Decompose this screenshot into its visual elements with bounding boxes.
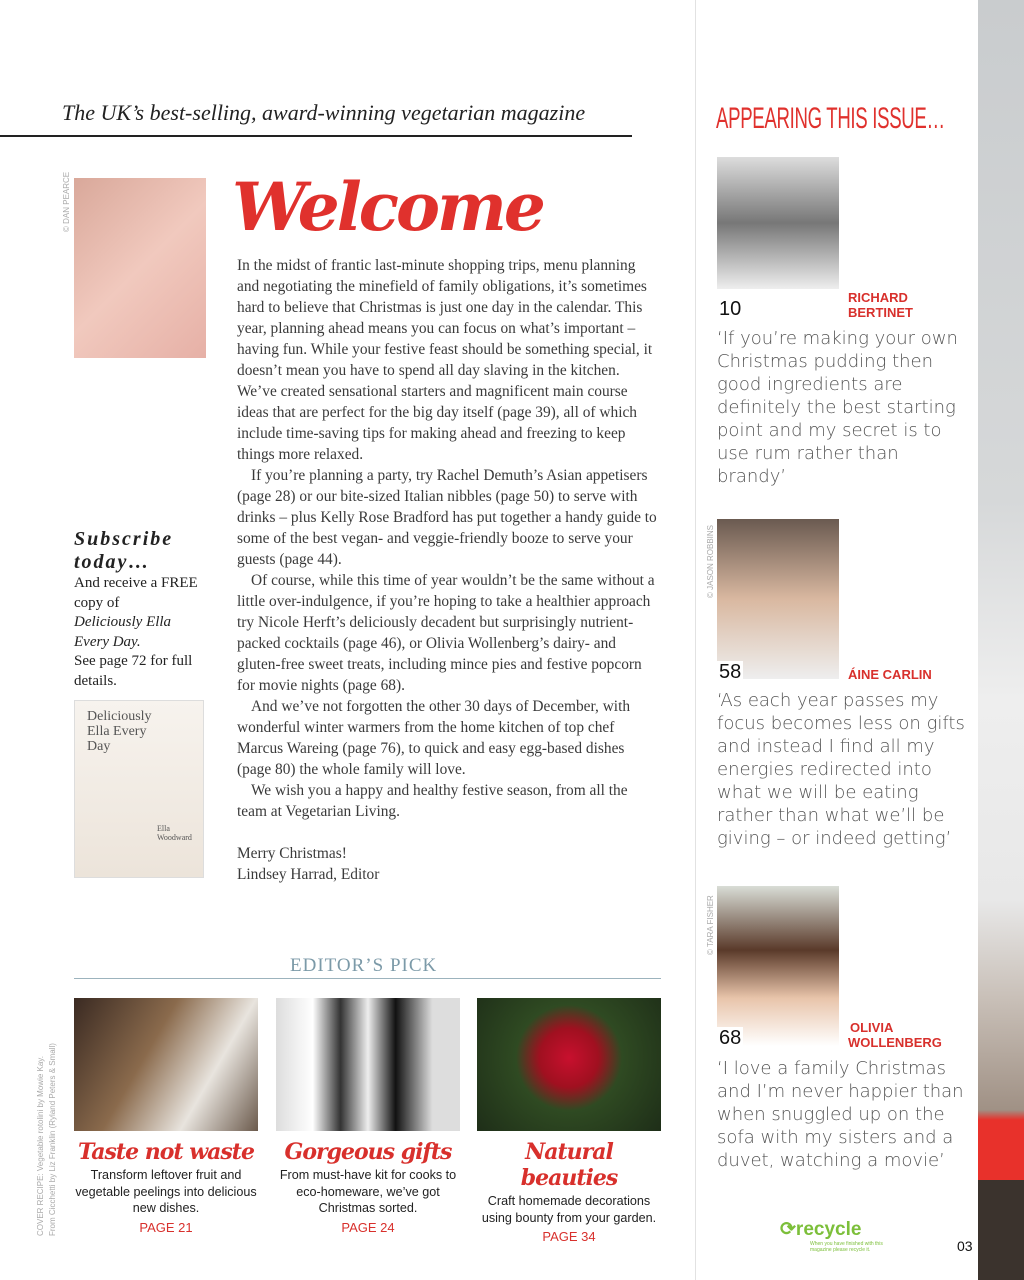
signoff: Merry Christmas!: [237, 845, 347, 862]
photo-credit: © TARA FISHER: [706, 895, 715, 955]
contributor-name: [850, 1020, 942, 1050]
pick-card[interactable]: [74, 998, 258, 1235]
subscribe-text: See page 72 for full details.: [74, 653, 193, 689]
name-line: BERTINET: [848, 305, 913, 320]
recycle-label: recycle: [795, 1219, 862, 1240]
page-number: 68: [719, 1027, 742, 1049]
contributor-name: ÁINE CARLIN: [848, 667, 932, 682]
paragraph: We wish you a happy and healthy festive season, from all the team at Vegetarian Living.: [237, 782, 628, 820]
subscribe-box: [74, 528, 209, 691]
paragraph: If you’re planning a party, try Rachel Demuth’s Asian appetisers (page 28) or our bite-sized Italian nibbles (page 50) to serve with drinks – plus Kelly Rose Bradford has put together a handy guide to some of the best vegan- and veggie-friendly booze to serve your guests (page 44).: [237, 467, 657, 568]
pick-title: Taste not waste: [78, 1139, 254, 1165]
contributor-quote: ‘If you’re making your own Christmas pudding then good ingredients are definitely the best starting point and my secret is to use rum rather than brandy’: [717, 328, 958, 487]
contributor-quote: ‘As each year passes my focus becomes less on gifts and instead I find all my energies redirected into what we will be eating rather than what we’ll be giving – or indeed getting’: [717, 690, 965, 849]
contributor-name: [848, 290, 913, 320]
cover-credit: COVER RECIPE: Vegetable rotolini by Mowie Kay.: [36, 1056, 45, 1236]
pick-text: From must-have kit for cooks to eco-homeware, we’ve got Christmas sorted.: [279, 1168, 457, 1215]
mugs-image: [276, 998, 460, 1131]
paragraph: In the midst of frantic last-minute shopping trips, menu planning and negotiating the minefield of family obligations, it’s sometimes hard to believe that Christmas is just one day in the calendar. This year, planning ahead means you can focus on what’s important – having fun. While your festive feast should be something special, it doesn’t mean you have to spend all day slaving in the kitchen. We’ve created sensational starters and magnificent main course ideas that are perfect for the big day itself (page 39), all of which include time-saving tips for making ahead and freezing to keep things more relaxed.: [237, 257, 653, 463]
page-link[interactable]: PAGE 21: [139, 1219, 193, 1235]
name-line: RICHARD: [848, 290, 908, 305]
book-cover-author: Ella Woodward: [157, 824, 192, 842]
background-photo-strip: [978, 0, 1024, 1280]
photo-credit: © DAN PEARCE: [62, 171, 71, 232]
pick-card[interactable]: [276, 998, 460, 1235]
name-line: WOLLENBERG: [848, 1035, 942, 1050]
paragraph: And we’ve not forgotten the other 30 days of December, with wonderful winter warmers from the home kitchen of top chef Marcus Wareing (page 76), to quick and easy egg-based dishes (page 80) the whole family will love.: [237, 698, 631, 778]
contributor-photo: [717, 886, 839, 1046]
paragraph: Of course, while this time of year wouldn’t be the same without a little over-indulgence, if you’re hoping to take a healthier approach try Nicole Herft’s deliciously decadent but surprisingly nutrient-packed cocktails (page 46), or Olivia Wollenberg’s dairy- and gluten-free sweet treats, including mince pies and festive popcorn for movie nights (page 68).: [237, 572, 655, 694]
pick-title: Natural beauties: [520, 1139, 618, 1191]
section-title: EDITOR’S PICK: [290, 955, 438, 976]
subscribe-title: Subscribe today…: [74, 528, 174, 573]
contributor-photo: [717, 157, 839, 289]
recycle-text: When you have finished with this magazine please recycle it.: [810, 1241, 883, 1253]
pick-card[interactable]: [477, 998, 661, 1244]
contributor-quote: ‘I love a family Christmas and I’m never happier than when snuggled up on the sofa with my sisters and a duvet, watching a movie’: [717, 1058, 964, 1171]
recycle-icon: ⟳: [780, 1219, 796, 1240]
subscribe-text: And receive a FREE copy of: [74, 575, 198, 611]
divider: [0, 135, 632, 137]
editorial-text: [237, 255, 661, 885]
signature: Lindsey Harrad, Editor: [237, 866, 380, 883]
pick-text: Craft homemade decorations using bounty from your garden.: [481, 1194, 657, 1225]
page-number: 58: [719, 661, 742, 683]
cover-credit: From Cicchetti by Liz Franklin (Ryland Peters & Small): [48, 1043, 57, 1236]
book-cover-title: Deliciously Ella Every Day: [87, 709, 152, 754]
pick-text: Transform leftover fruit and vegetable peelings into delicious new dishes.: [75, 1168, 257, 1215]
page-number: 10: [719, 298, 742, 320]
recycle-logo: [780, 1218, 900, 1253]
tagline: The UK’s best-selling, award-winning vegetarian magazine: [62, 100, 586, 125]
page-link[interactable]: PAGE 34: [542, 1229, 596, 1244]
book-title: Deliciously Ella Every Day.: [74, 614, 172, 650]
cake-image: [74, 998, 258, 1131]
book-cover: [74, 700, 204, 878]
contributor-photo: [717, 519, 839, 679]
photo-credit: © JASON ROBBINS: [706, 524, 715, 598]
page-title: Welcome: [232, 168, 543, 246]
berries-image: [477, 998, 661, 1131]
name-line: OLIVIA: [850, 1020, 894, 1035]
page-link[interactable]: PAGE 24: [341, 1219, 395, 1235]
divider: [74, 978, 661, 979]
editor-photo: [74, 178, 206, 358]
sidebar-title: APPEARING THIS ISSUE…: [716, 102, 945, 135]
pick-title: Gorgeous gifts: [284, 1139, 452, 1165]
page-number: 03: [957, 1238, 973, 1254]
